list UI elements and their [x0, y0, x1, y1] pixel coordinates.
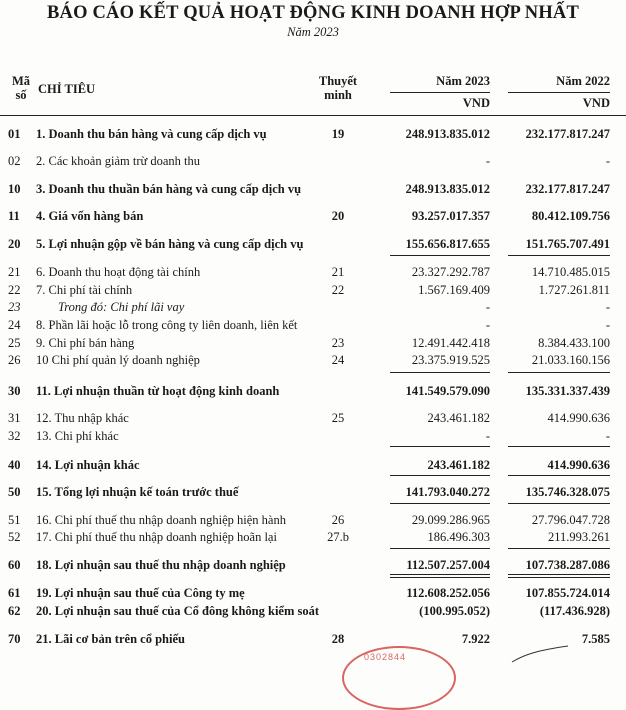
header-unit-2023: VND	[462, 96, 490, 110]
table-row: 31 12. Thu nhập khác 25 243.461.182 414.990.636	[8, 411, 610, 425]
subtotal-rule	[390, 446, 490, 447]
report-title: BÁO CÁO KẾT QUẢ HOẠT ĐỘNG KINH DOANH HỢP NHẤT	[46, 3, 580, 23]
table-row: 52 17. Chi phí thuế thu nhập doanh nghiệp hoãn lại 27.b 186.496.303 211.993.261	[8, 530, 610, 544]
subtotal-rule	[390, 503, 490, 504]
table-row: 25 9. Chi phí bán hàng 23 12.491.442.418 8.384.433.100	[8, 336, 610, 350]
header-bottom-rule	[0, 115, 626, 116]
header-rule-2022	[508, 92, 610, 93]
subtotal-rule	[508, 446, 610, 447]
table-row: 61 19. Lợi nhuận sau thuế của Công ty mẹ 112.608.252.056 107.855.724.014	[8, 586, 610, 600]
subtotal-rule	[390, 548, 490, 549]
header-year-2023: Năm 2023	[436, 74, 490, 88]
table-row: 32 13. Chi phí khác - -	[8, 429, 610, 443]
table-row: 11 4. Giá vốn hàng bán 20 93.257.017.357 80.412.109.756	[8, 209, 610, 223]
table-row: 40 14. Lợi nhuận khác 243.461.182 414.990.636	[8, 458, 610, 472]
subtotal-rule	[508, 475, 610, 476]
header-indicator: CHỈ TIÊU	[38, 82, 96, 96]
table-row: 10 3. Doanh thu thuần bán hàng và cung cấp dịch vụ 248.913.835.012 232.177.817.247	[8, 182, 610, 196]
subtotal-rule	[508, 372, 610, 373]
subtotal-rule	[508, 503, 610, 504]
table-row: 50 15. Tổng lợi nhuận kế toán trước thuế 141.793.040.272 135.746.328.075	[8, 485, 610, 499]
table-row: 70 21. Lãi cơ bản trên cổ phiếu 28 7.922 7.585	[8, 632, 610, 646]
double-rule	[390, 577, 490, 578]
report-subtitle: Năm 2023	[287, 25, 339, 39]
table-row: 26 10 Chi phí quản lý doanh nghiệp 24 23.375.919.525 21.033.160.156	[8, 353, 610, 367]
table-row: 22 7. Chi phí tài chính 22 1.567.169.409 1.727.261.811	[8, 283, 610, 297]
table-row: 20 5. Lợi nhuận gộp về bán hàng và cung cấp dịch vụ 155.656.817.655 151.765.707.491	[8, 237, 610, 251]
subtotal-rule	[508, 548, 610, 549]
table-row: 60 18. Lợi nhuận sau thuế thu nhập doanh nghiệp 112.507.257.004 107.738.287.086	[8, 558, 610, 572]
subtotal-rule	[508, 255, 610, 256]
table-row: 02 2. Các khoản giảm trừ doanh thu - -	[8, 154, 610, 168]
company-stamp: 0302844	[342, 646, 456, 710]
subtotal-rule	[390, 255, 490, 256]
header-year-2022: Năm 2022	[556, 74, 610, 88]
table-row: 51 16. Chi phí thuế thu nhập doanh nghiệp hiện hành 26 29.099.286.965 27.796.047.728	[8, 513, 610, 527]
signature-mark	[510, 644, 570, 664]
double-rule	[390, 574, 490, 575]
table-row: 62 20. Lợi nhuận sau thuế của Cổ đông không kiểm soát (100.995.052) (117.436.928)	[8, 604, 610, 618]
header-rule-2023	[390, 92, 490, 93]
double-rule	[508, 577, 610, 578]
table-row: 24 8. Phần lãi hoặc lỗ trong công ty liên doanh, liên kết - -	[8, 318, 610, 332]
subtotal-rule	[390, 372, 490, 373]
double-rule	[508, 574, 610, 575]
subtotal-rule	[390, 475, 490, 476]
table-row: 01 1. Doanh thu bán hàng và cung cấp dịch vụ 19 248.913.835.012 232.177.817.247	[8, 127, 610, 141]
header-note: Thuyết minh	[318, 74, 358, 102]
table-row: 23 Trong đó: Chi phí lãi vay - -	[8, 300, 610, 314]
table-row: 30 11. Lợi nhuận thuần từ hoạt động kinh doanh 141.549.579.090 135.331.337.439	[8, 384, 610, 398]
header-unit-2022: VND	[582, 96, 610, 110]
table-row: 21 6. Doanh thu hoạt động tài chính 21 23.327.292.787 14.710.485.015	[8, 265, 610, 279]
header-code: Mã số	[11, 74, 31, 102]
